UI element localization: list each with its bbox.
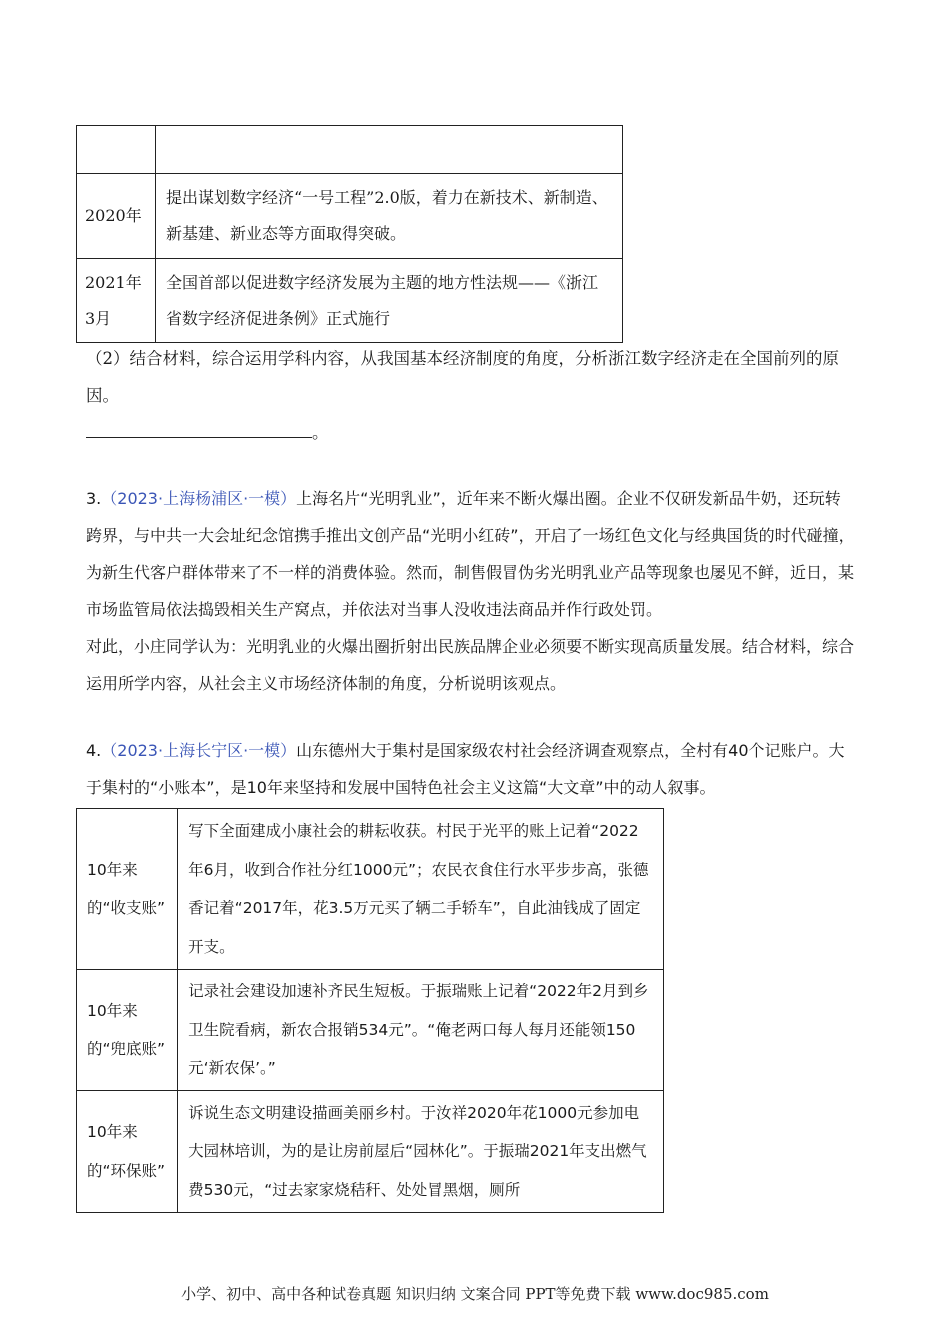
table-row [77, 809, 664, 970]
question-3-text2: 对此，小庄同学认为：光明乳业的火爆出圈折射出民族品牌企业必须要不断实现高质量发展。结合材料，综合运用所学内容，从社会主义市场经济体制的角度，分析说明该观点。 [86, 637, 855, 693]
answer-line [86, 414, 856, 451]
content-text: 提出谋划数字经济“一号工程”2.0版，着力在新技术、新制造、新基建、新业态等方面取得突破。 [166, 188, 608, 243]
answer-blank [86, 419, 312, 438]
question-3-source: （2023·上海杨浦区·一模） [101, 489, 297, 508]
question-3-claim [86, 628, 856, 702]
table-cell-year [77, 174, 156, 259]
footer-text: 小学、初中、高中各种试卷真题 知识归纳 文案合同 PPT等免费下载 www.doc985.com [181, 1285, 769, 1303]
table-cell-content [178, 809, 664, 970]
question-3-text: 上海名片“光明乳业”，近年来不断火爆出圈。企业不仅研发新品牛奶，还玩转跨界，与中共一大会址纪念馆携手推出文创产品“光明小红砖”，开启了一场红色文化与经典国货的时代碰撞，为新生代客户群体带来了不一样的消费体验。然而，制售假冒伪劣光明乳业产品等现象也屡见不鲜，近日，某市场监管局依法捣毁相关生产窝点，并依法对当事人没收违法商品并作行政处罚。 [86, 489, 855, 619]
table-cell-content [156, 126, 623, 174]
question-4 [86, 732, 856, 806]
table-cell-content [178, 1091, 664, 1213]
table-row [77, 970, 664, 1091]
year-text: 2020年 [85, 206, 142, 225]
table-cell-year [77, 126, 156, 174]
table-row [77, 259, 623, 343]
table-cell-content [156, 174, 623, 259]
table-cell-content [178, 970, 664, 1091]
page-footer [0, 1283, 950, 1304]
question-3-number: 3. [86, 489, 102, 508]
account-book-table [76, 808, 664, 1213]
question-2 [86, 340, 856, 414]
year-text: 2021年3月 [85, 272, 142, 328]
question-4-source: （2023·上海长宁区·一模） [101, 741, 297, 760]
label-text: 10年来的“兜底账” [87, 1001, 166, 1058]
table-row [77, 126, 623, 174]
content-text: 诉说生态文明建设描画美丽乡村。于汝祥2020年花1000元参加电大园林培训，为的是让房前屋后“园林化”。于振瑞2021年支出燃气费530元，“过去家家烧秸秆、处处冒黑烟，厕所 [188, 1103, 647, 1199]
question-4-number: 4. [86, 741, 102, 760]
table-cell-content [156, 259, 623, 343]
label-text: 10年来的“环保账” [87, 1123, 166, 1180]
table-row [77, 174, 623, 259]
table-cell-label [77, 970, 178, 1091]
question-2-text: （2）结合材料，综合运用学科内容，从我国基本经济制度的角度，分析浙江数字经济走在全国前列的原因。 [86, 349, 839, 405]
content-text: 全国首部以促进数字经济发展为主题的地方性法规——《浙江省数字经济促进条例》正式施行 [166, 272, 599, 328]
table-cell-year [77, 259, 156, 343]
table-row [77, 1091, 664, 1213]
content-text: 记录社会建设加速补齐民生短板。于振瑞账上记着“2022年2月到乡卫生院看病，新农合报销534元”。“俺老两口每人每月还能领150元‘新农保’。” [188, 982, 649, 1078]
label-text: 10年来的“收支账” [87, 860, 166, 917]
digital-economy-table [76, 125, 623, 343]
table-cell-label [77, 809, 178, 970]
question-4-text: 山东德州大于集村是国家级农村社会经济调查观察点，全村有40个记账户。大于集村的“小账本”，是10年来坚持和发展中国特色社会主义这篇“大文章”中的动人叙事。 [86, 741, 845, 797]
question-3 [86, 480, 856, 628]
table-cell-label [77, 1091, 178, 1213]
content-text: 写下全面建成小康社会的耕耘收获。村民于光平的账上记着“2022年6月，收到合作社分红1000元”；农民衣食住行水平步步高，张德香记着“2017年，花3.5万元买了辆二手轿车”，自此油钱成了固定开支。 [188, 822, 649, 956]
answer-end: 。 [312, 423, 329, 442]
